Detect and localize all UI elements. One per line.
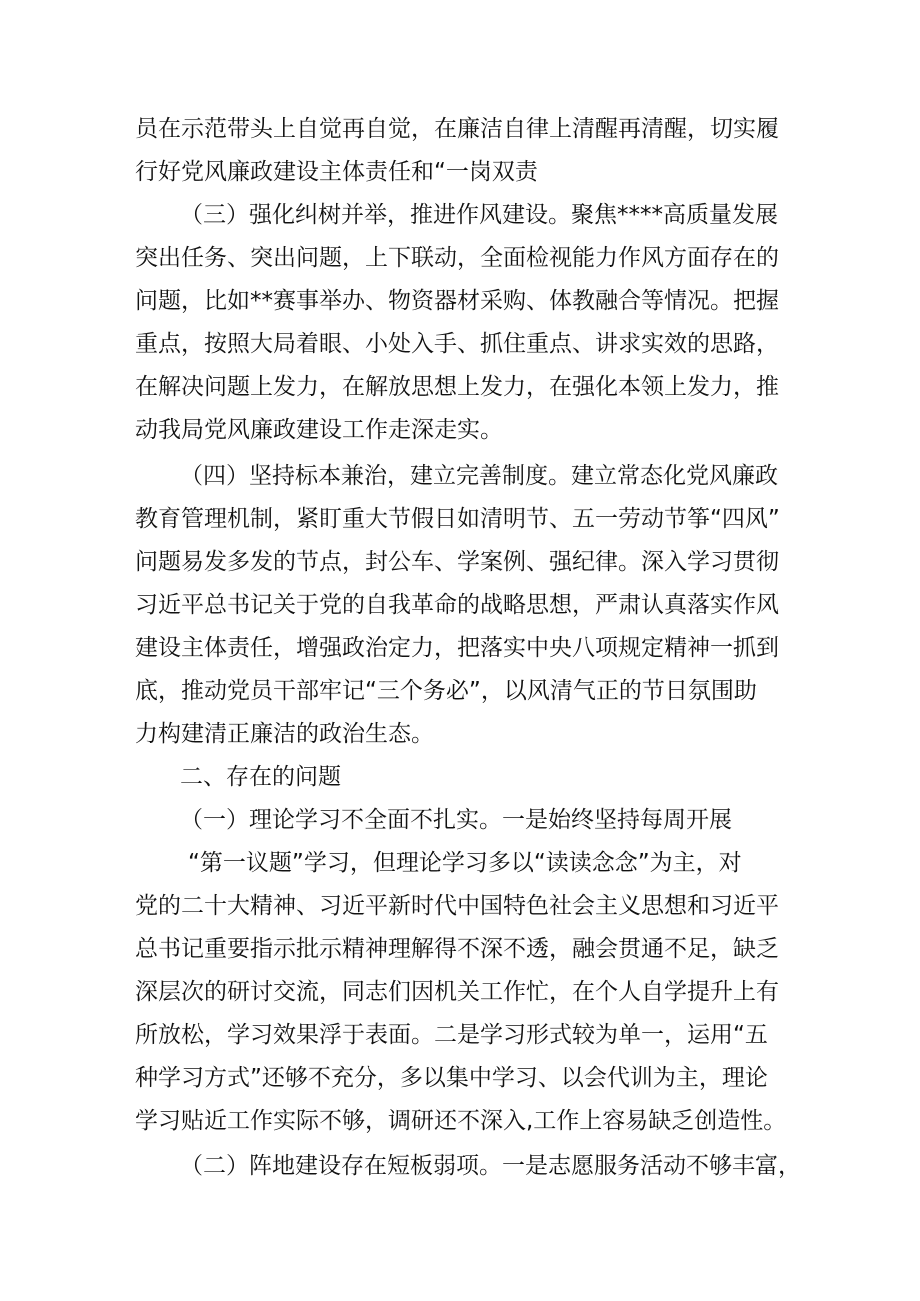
text-line: （三）强化纠树并举，推进作风建设。聚焦****高质量发展 <box>180 202 778 228</box>
text-line: 在解决问题上发力，在解放思想上发力，在强化本领上发力，推 <box>135 374 779 400</box>
text-line: 员在示范带头上自觉再自觉，在廉洁自律上清醒再清醒，切实履 <box>135 116 779 142</box>
text-line: 重点，按照大局着眼、小处入手、抓住重点、讲求实效的思路， <box>135 331 779 357</box>
text-line: 突出任务、突出问题，上下联动，全面检视能力作风方面存在的 <box>135 245 779 271</box>
text-line: 力构建清正廉洁的政治生态。 <box>135 721 434 747</box>
text-line: 深层次的研讨交流，同志们因机关工作忙，在个人自学提升上有 <box>135 979 779 1005</box>
text-line: 种学习方式”还够不充分，多以集中学习、以会代训为主，理论 <box>135 1065 768 1091</box>
text-line: 建设主体责任，增强政治定力，把落实中央八项规定精神一抓到 <box>135 635 779 661</box>
text-line: 问题易发多发的节点，封公车、学案例、强纪律。深入学习贯彻 <box>135 549 779 575</box>
text-line: 行好党风廉政建设主体责任和“一岗双责 <box>135 159 538 185</box>
text-line: 党的二十大精神、习近平新时代中国特色社会主义思想和习近平 <box>135 893 779 919</box>
section-heading: 二、存在的问题 <box>180 764 341 790</box>
text-line: 动我局党风廉政建设工作走深走实。 <box>135 417 503 443</box>
text-line: （一）理论学习不全面不扎实。一是始终坚持每周开展 <box>180 807 732 833</box>
text-line: “第一议题”学习，但理论学习多以“读读念念”为主，对 <box>188 850 742 876</box>
text-line: 教育管理机制，紧盯重大节假日如清明节、五一劳动节筝“四风” <box>135 506 780 532</box>
text-line: 底，推动党员干部牢记“三个务必”，以风清气正的节日氛围助 <box>135 678 757 704</box>
text-line: 总书记重要指示批示精神理解得不深不透，融会贯通不足，缺乏 <box>135 936 779 962</box>
text-line: （四）坚持标本兼治，建立完善制度。建立常态化党风廉政 <box>180 463 778 489</box>
text-line: 学习贴近工作实际不够，调研还不深入,工作上容易缺乏创造性。 <box>135 1108 787 1134</box>
text-line: （二）阵地建设存在短板弱项。一是志愿服务活动不够丰富， <box>180 1153 801 1179</box>
text-line: 习近平总书记关于党的自我革命的战略思想，严肃认真落实作风 <box>135 592 779 618</box>
text-line: 问题，比如**赛事举办、物资器材采购、体教融合等情况。把握 <box>135 288 779 314</box>
text-line: 所放松，学习效果浮于表面。二是学习形式较为单一，运用“五 <box>135 1022 768 1048</box>
